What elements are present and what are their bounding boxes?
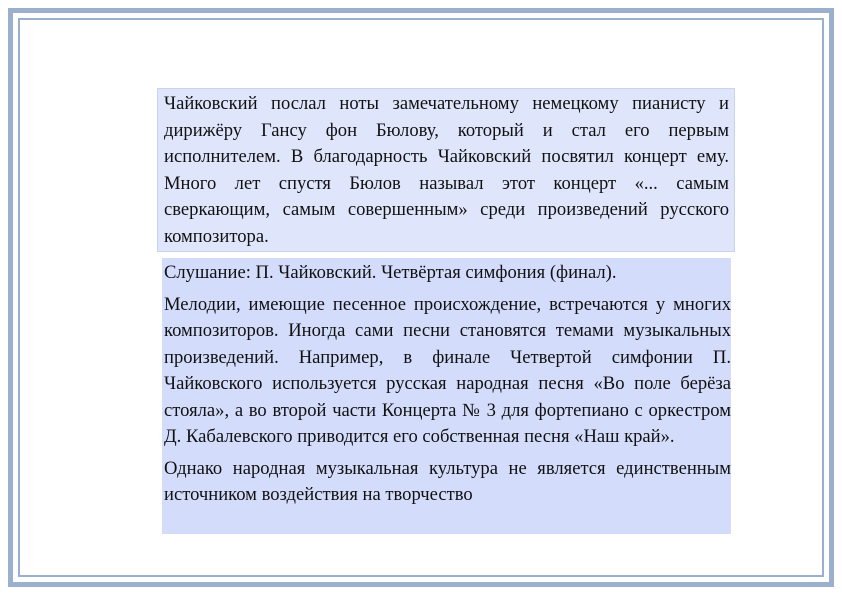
- text-box-songs: [162, 258, 731, 534]
- paragraph-song-origins: Мелодии, имеющие песенное происхождение, встречаются у многих композиторов. Иногда сами песни становятся темами музыкальных произведений. Например, в финале Четвертой симфонии П. Чайковского используется русская народная песня «Во поле берёза стояла», а во второй части Концерта № 3 для фортепиано с оркестром Д. Кабалевского приводится его собственная песня «Наш край».: [164, 293, 731, 447]
- text-box-bulow: [157, 88, 735, 252]
- paragraph-bulow: Чайковский послал ноты замечательному немецкому пианисту и дирижёру Гансу фон Бюлову, который и стал его первым исполнителем. В благодарность Чайковский посвятил концерт ему. Много лет спустя Бюлов называл этот концерт «... самым сверкающим, самым совершенным» среди произведений русского композитора.: [164, 93, 729, 247]
- listening-line: Слушание: П. Чайковский. Четвёртая симфония (финал).: [164, 262, 617, 283]
- paragraph-folk-culture: Однако народная музыкальная культура не является единственным источником воздействия на творчество: [164, 457, 731, 505]
